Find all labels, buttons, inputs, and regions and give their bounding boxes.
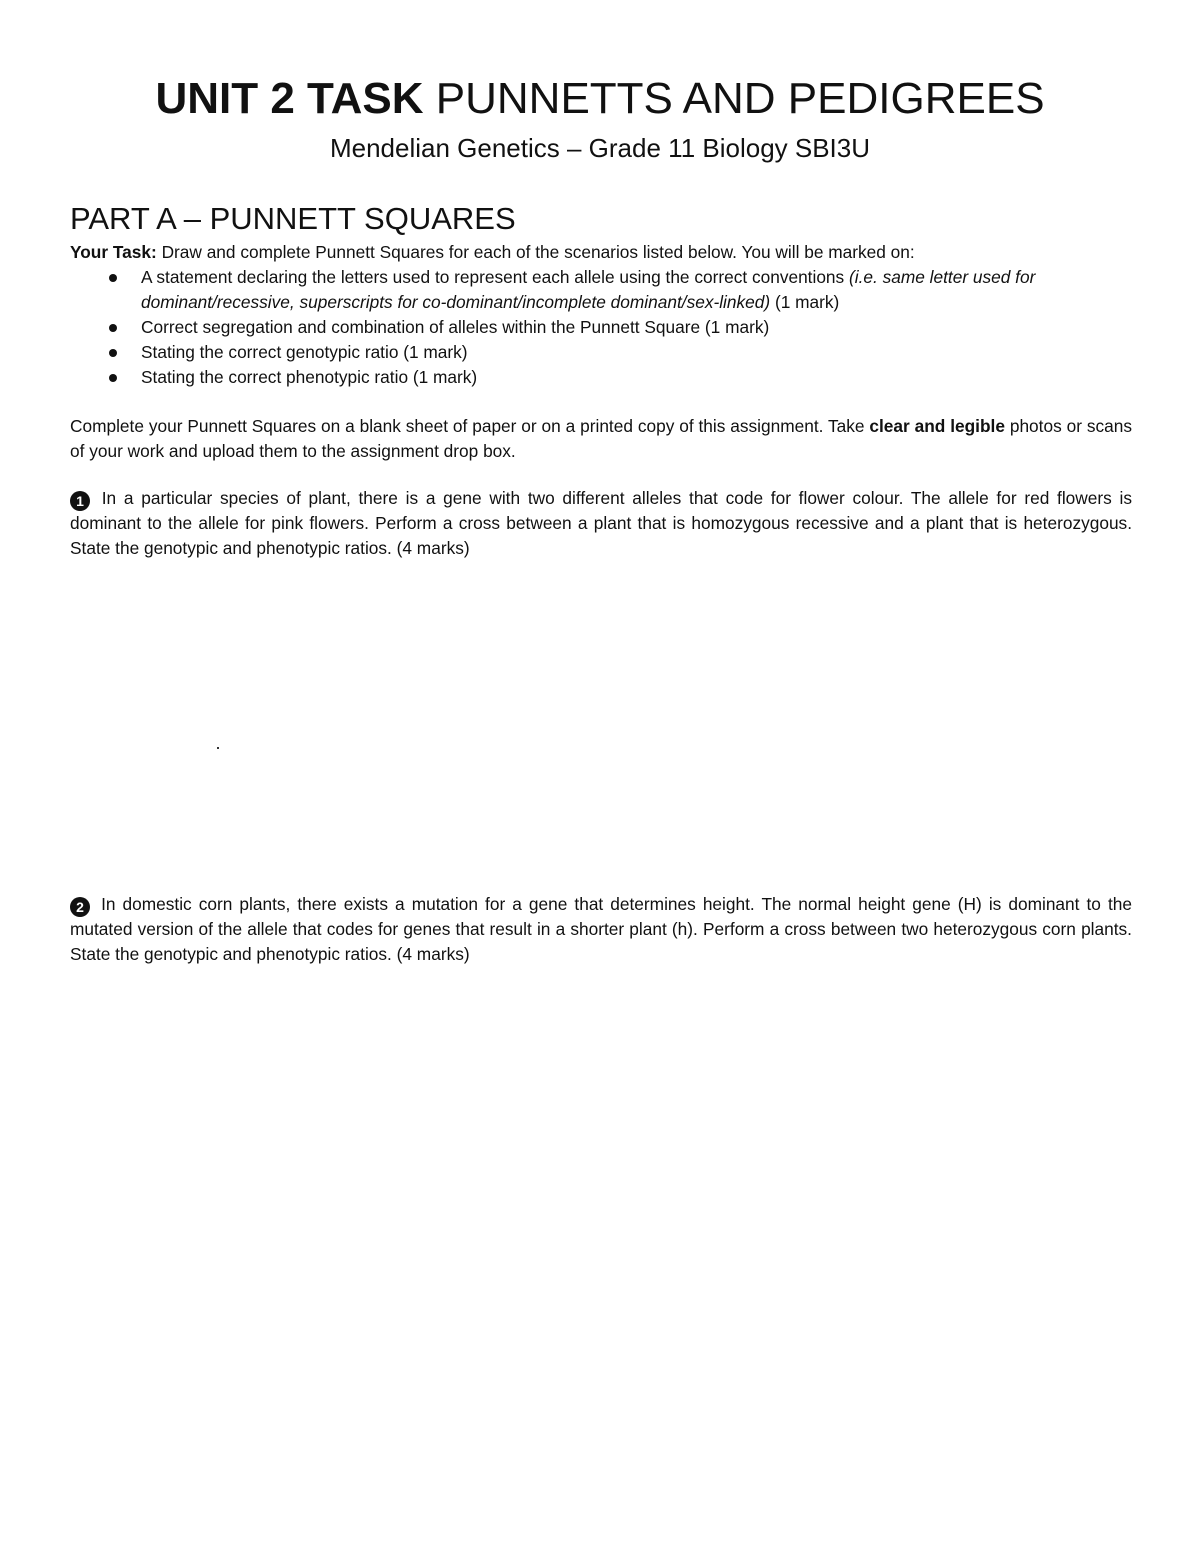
question-number-icon: 2 <box>70 897 90 917</box>
criteria-item <box>70 265 1132 315</box>
criteria-mark: (1 mark) <box>774 292 840 312</box>
task-label: Your Task: <box>70 242 157 262</box>
criteria-text: Stating the correct genotypic ratio (1 mark) <box>141 342 468 362</box>
criteria-item <box>70 340 1132 365</box>
criteria-text: Stating the correct phenotypic ratio (1 mark) <box>141 367 478 387</box>
criteria-item <box>70 315 1132 340</box>
title-rest-part: PUNNETTS AND PEDIGREES <box>435 74 1045 123</box>
instructions-text-2: photos or scans of your work and upload them to the assignment drop box. <box>70 416 1132 461</box>
page-subtitle: Mendelian Genetics – Grade 11 Biology SBI3U <box>329 133 871 163</box>
criteria-text: A statement declaring the letters used to represent each allele using the correct conventions <box>141 267 845 287</box>
bullet-icon <box>109 274 117 282</box>
criteria-item <box>70 365 1132 390</box>
question-1 <box>70 486 1132 561</box>
question-text: In a particular species of plant, there is a gene with two different alleles that code for flower colour. The allele for red flowers is dominant to the allele for pink flowers. Perform a cross between a plant that is homozygous recessive and a plant that is heterozygous. State the genotypic and phenotypic ratios. (4 marks) <box>70 488 1132 558</box>
stray-mark <box>217 747 219 749</box>
question-2 <box>70 892 1132 967</box>
instructions-emphasis: clear and legible <box>869 416 1005 436</box>
bullet-icon <box>109 349 117 357</box>
question-text: In domestic corn plants, there exists a mutation for a gene that determines height. The normal height gene (H) is dominant to the mutated version of the allele that codes for genes that result in a shorter plant (h). Perform a cross between two heterozygous corn plants. State the genotypic and phenotypic ratios. (4 marks) <box>70 894 1132 964</box>
task-intro <box>70 240 1132 265</box>
marking-criteria-list <box>70 265 1132 390</box>
bullet-icon <box>109 324 117 332</box>
bullet-icon <box>109 374 117 382</box>
question-number-icon: 1 <box>70 491 90 511</box>
submission-instructions <box>70 414 1132 464</box>
page-title <box>0 72 1200 126</box>
criteria-italic-note: (i.e. same letter used for dominant/recessive, superscripts for co-dominant/incomplete dominant/sex-linked) <box>141 267 1036 312</box>
task-text: Draw and complete Punnett Squares for each of the scenarios listed below. You will be marked on: <box>161 242 915 262</box>
instructions-text-1: Complete your Punnett Squares on a blank sheet of paper or on a printed copy of this assignment. Take <box>70 416 865 436</box>
title-bold-part: UNIT 2 TASK <box>155 74 424 123</box>
part-a-heading: PART A – PUNNETT SQUARES <box>70 201 516 236</box>
criteria-text: Correct segregation and combination of alleles within the Punnett Square (1 mark) <box>141 317 770 337</box>
